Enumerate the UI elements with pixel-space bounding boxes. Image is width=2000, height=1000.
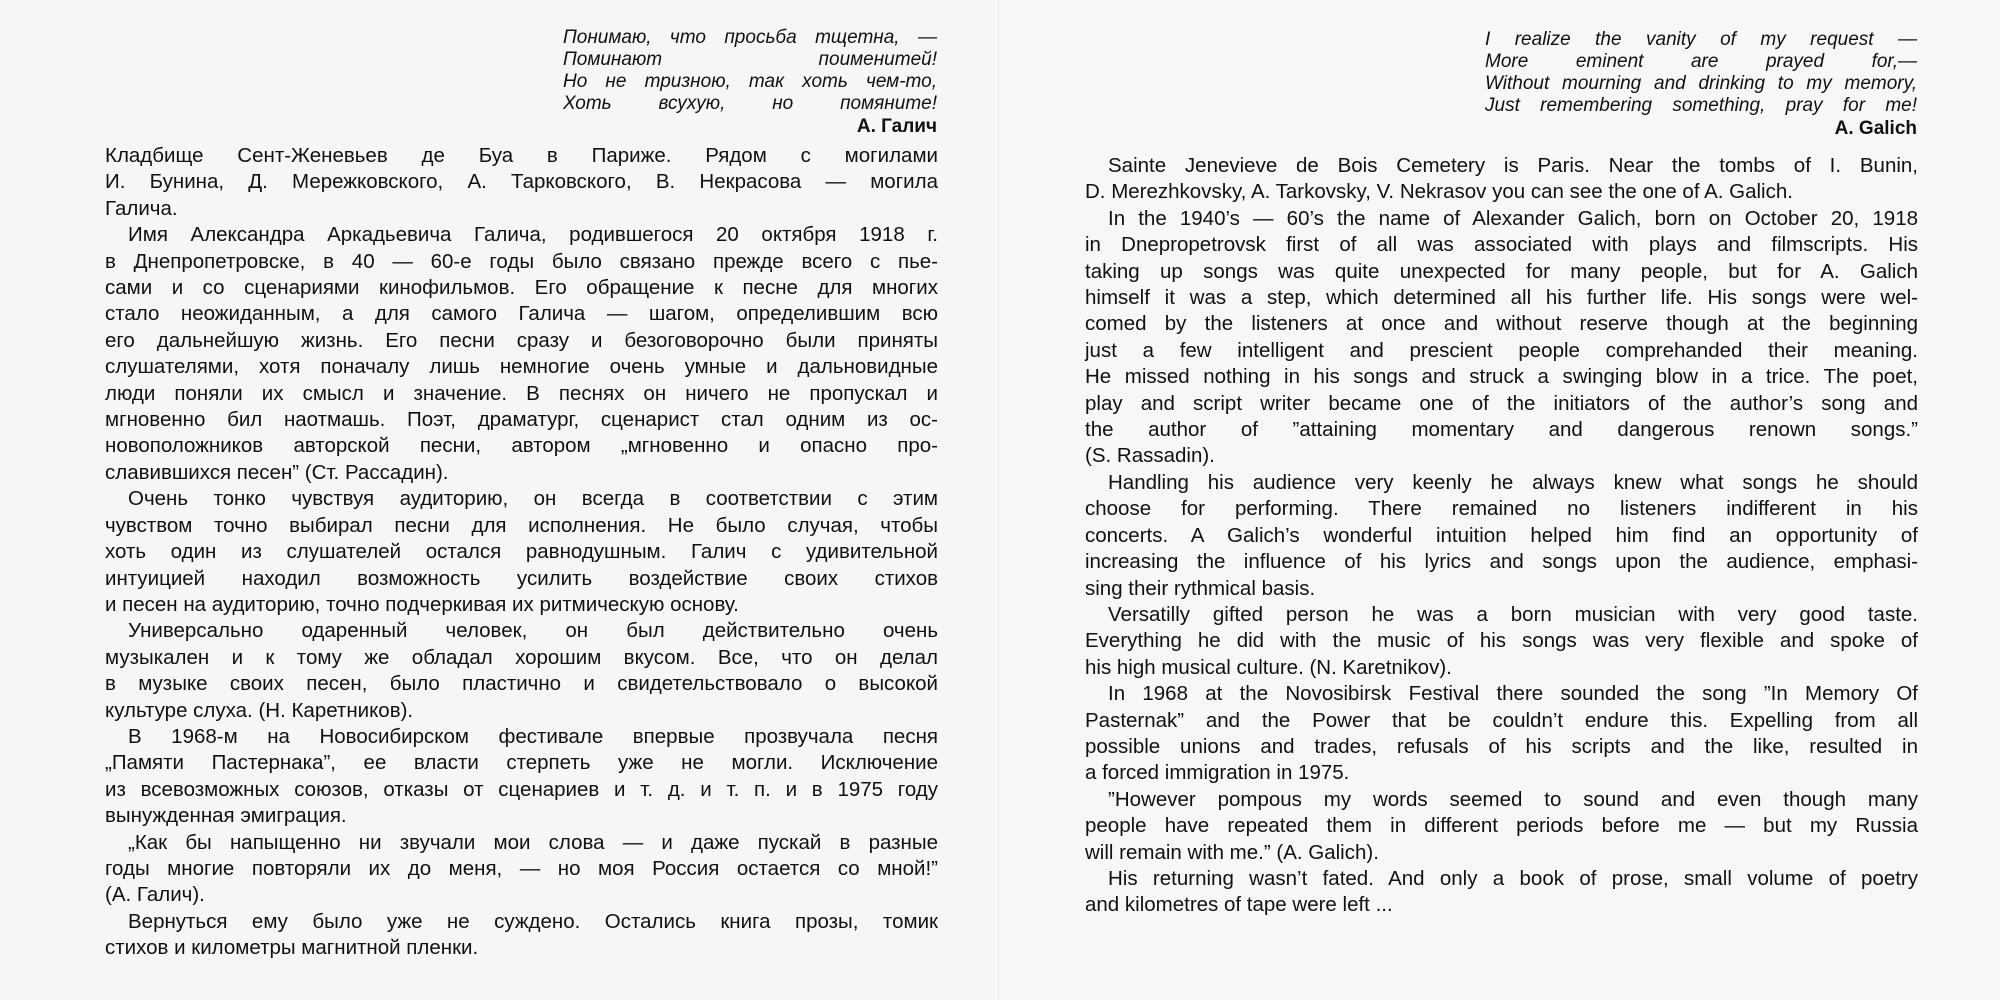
epigraph-line: Without mourning and drinking to my memory, bbox=[1485, 73, 1917, 94]
text-line: интуицией находил возможность усилить воздействие своих стихов bbox=[105, 566, 938, 590]
text-line: вынужденная эмиграция. bbox=[105, 804, 347, 828]
epigraph-line: I realize the vanity of my request — bbox=[1485, 29, 1917, 50]
text-line: will remain with me.” (A. Galich). bbox=[1085, 840, 1379, 864]
text-line: сами и со сценариями кинофильмов. Его обращение к песне для многих bbox=[105, 276, 938, 300]
text-line: мгновенно бил наотмашь. Поэт, драматург, сценарист стал одним из ос- bbox=[105, 408, 938, 432]
text-line: Everything he did with the music of his songs was very flexible and spoke of bbox=[1085, 629, 1918, 653]
text-line: concerts. A Galich’s wonderful intuition helped him find an opportunity of bbox=[1085, 523, 1918, 547]
epigraph-line: Поминают поименитей! bbox=[563, 49, 937, 70]
text-line: comed by the listeners at once and without reserve though at the beginning bbox=[1085, 312, 1918, 336]
text-line: чувством точно выбирал песни для исполнения. Не было случая, чтобы bbox=[105, 513, 938, 537]
right-page-english bbox=[1000, 0, 2000, 1000]
text-line: taking up songs was quite unexpected for many people, but for A. Galich bbox=[1085, 259, 1918, 283]
text-line: стихов и километры магнитной пленки. bbox=[105, 936, 479, 960]
paragraph bbox=[1085, 787, 1918, 866]
text-line: музыкален и к тому же обладал хорошим вкусом. Все, что он делал bbox=[105, 645, 938, 669]
text-line: Имя Александра Аркадьевича Галича, родившегося 20 октября 1918 г. bbox=[128, 223, 938, 247]
text-line: В 1968-м на Новосибирском фестивале впервые прозвучала песня bbox=[128, 724, 938, 748]
text-line: himself it was a step, which determined all his further life. His songs were wel- bbox=[1085, 286, 1918, 310]
left-epigraph bbox=[563, 27, 937, 138]
text-line: sing their rythmical basis. bbox=[1085, 576, 1316, 600]
text-line: Вернуться ему было уже не суждено. Остались книга прозы, томик bbox=[128, 909, 938, 933]
text-line: „Памяти Пастернака”, ее власти стерпеть уже не могли. Исключение bbox=[105, 751, 938, 775]
text-line: D. Merezhkovsky, A. Tarkovsky, V. Nekrasov you can see the one of A. Galich. bbox=[1085, 180, 1793, 204]
text-line: Versatilly gifted person he was a born musician with very good taste. bbox=[1108, 602, 1918, 626]
text-line: In the 1940’s — 60’s the name of Alexander Galich, born on October 20, 1918 bbox=[1108, 206, 1918, 230]
text-line: люди поняли их смысл и значение. В песнях он ничего не пропускал и bbox=[105, 381, 938, 405]
text-line: хоть один из слушателей остался равнодушным. Галич с удивительной bbox=[105, 540, 938, 564]
left-body-text bbox=[105, 143, 938, 962]
text-line: стало неожиданным, а для самого Галича — шагом, определившим всю bbox=[105, 302, 938, 326]
text-line: его дальнейшую жизнь. Его песни сразу и безоговорочно были приняты bbox=[105, 328, 938, 352]
paragraph bbox=[105, 830, 938, 909]
paragraph bbox=[105, 909, 938, 962]
text-line: Галича. bbox=[105, 196, 178, 220]
text-line: Очень тонко чувствуя аудиторию, он всегда в соответствии с этим bbox=[128, 487, 938, 511]
text-line: and kilometres of tape were left ... bbox=[1085, 893, 1393, 917]
text-line: ”However pompous my words seemed to sound and even though many bbox=[1108, 787, 1918, 811]
text-line: increasing the influence of his lyrics and songs upon the audience, emphasi- bbox=[1085, 550, 1918, 574]
epigraph-line: Хоть всухую, но помяните! bbox=[563, 93, 937, 114]
text-line: play and script writer became one of the initiators of the author’s song and bbox=[1085, 391, 1918, 415]
epigraph-author: A. Galich bbox=[1834, 118, 1917, 139]
paragraph bbox=[105, 724, 938, 830]
text-line: just a few intelligent and prescient people comprehanded their meaning. bbox=[1085, 338, 1918, 362]
text-line: в Днепропетровске, в 40 — 60-е годы было связано прежде всего с пье- bbox=[105, 249, 938, 273]
text-line: possible unions and trades, refusals of his scripts and the like, resulted in bbox=[1085, 734, 1918, 758]
right-body-text bbox=[1085, 153, 1918, 919]
text-line: Handling his audience very keenly he always knew what songs he should bbox=[1108, 470, 1918, 494]
text-line: И. Бунина, Д. Мережковского, А. Тарковского, В. Некрасова — могила bbox=[105, 170, 938, 194]
text-line: Кладбище Сент-Женевьев де Буа в Париже. Рядом с могилами bbox=[105, 144, 938, 167]
text-line: годы многие повторяли их до меня, — но моя Россия остается со мной!” bbox=[105, 856, 938, 880]
epigraph-line: Понимаю, что просьба тщетна, — bbox=[563, 27, 937, 48]
epigraph-line: Но не тризною, так хоть чем-то, bbox=[563, 71, 937, 92]
text-line: choose for performing. There remained no listeners indifferent in his bbox=[1085, 497, 1918, 521]
paragraph bbox=[1085, 602, 1918, 681]
right-epigraph bbox=[1485, 29, 1917, 140]
text-line: славившихся песен” (Ст. Рассадин). bbox=[105, 460, 449, 484]
epigraph-line: More eminent are prayed for,— bbox=[1485, 51, 1917, 72]
text-line: культуре слуха. (Н. Каретников). bbox=[105, 698, 414, 722]
paragraph bbox=[1085, 206, 1918, 470]
text-line: the author of ”attaining momentary and dangerous renown songs.” bbox=[1085, 418, 1918, 442]
text-line: новоположников авторской песни, автором „мгновенно и опасно про- bbox=[105, 434, 938, 458]
text-line: слушателями, хотя поначалу лишь немногие очень умные и дальновидные bbox=[105, 355, 938, 379]
text-line: из всевозможных союзов, отказы от сценариев и т. д. и т. п. и в 1975 году bbox=[105, 777, 938, 801]
paragraph bbox=[1085, 153, 1918, 206]
paragraph bbox=[105, 618, 938, 724]
text-line: His returning wasn’t fated. And only a book of prose, small volume of poetry bbox=[1108, 866, 1918, 890]
text-line: Pasternak” and the Power that be couldn’t endure this. Expelling from all bbox=[1085, 708, 1918, 732]
paragraph bbox=[1085, 470, 1918, 602]
text-line: „Как бы напыщенно ни звучали мои слова — и даже пускай в разные bbox=[128, 830, 938, 854]
text-line: в музыке своих песен, было пластично и свидетельствовало о высокой bbox=[105, 672, 938, 696]
text-line: Универсально одаренный человек, он был действительно очень bbox=[128, 619, 938, 643]
text-line: in Dnepropetrovsk first of all was associated with plays and filmscripts. His bbox=[1085, 233, 1918, 257]
epigraph-author: А. Галич bbox=[856, 116, 937, 137]
text-line: a forced immigration in 1975. bbox=[1085, 761, 1350, 785]
paragraph bbox=[105, 222, 938, 486]
paragraph bbox=[1085, 681, 1918, 787]
text-line: и песен на аудиторию, точно подчеркивая их ритмическую основу. bbox=[105, 592, 739, 616]
text-line: (S. Rassadin). bbox=[1085, 444, 1215, 468]
text-line: people have repeated them in different periods before me — but my Russia bbox=[1085, 814, 1918, 838]
text-line: (А. Галич). bbox=[105, 883, 205, 907]
text-line: In 1968 at the Novosibirsk Festival there sounded the song ”In Memory Of bbox=[1108, 682, 1918, 706]
paragraph bbox=[105, 486, 938, 618]
epigraph-line: Just remembering something, pray for me! bbox=[1485, 95, 1917, 116]
text-line: Sainte Jenevieve de Bois Cemetery is Paris. Near the tombs of I. Bunin, bbox=[1108, 154, 1918, 177]
text-line: his high musical culture. (N. Karetnikov). bbox=[1085, 655, 1452, 679]
paragraph bbox=[1085, 866, 1918, 919]
text-line: He missed nothing in his songs and struck a swinging blow in a trice. The poet, bbox=[1085, 365, 1918, 389]
paragraph bbox=[105, 143, 938, 222]
